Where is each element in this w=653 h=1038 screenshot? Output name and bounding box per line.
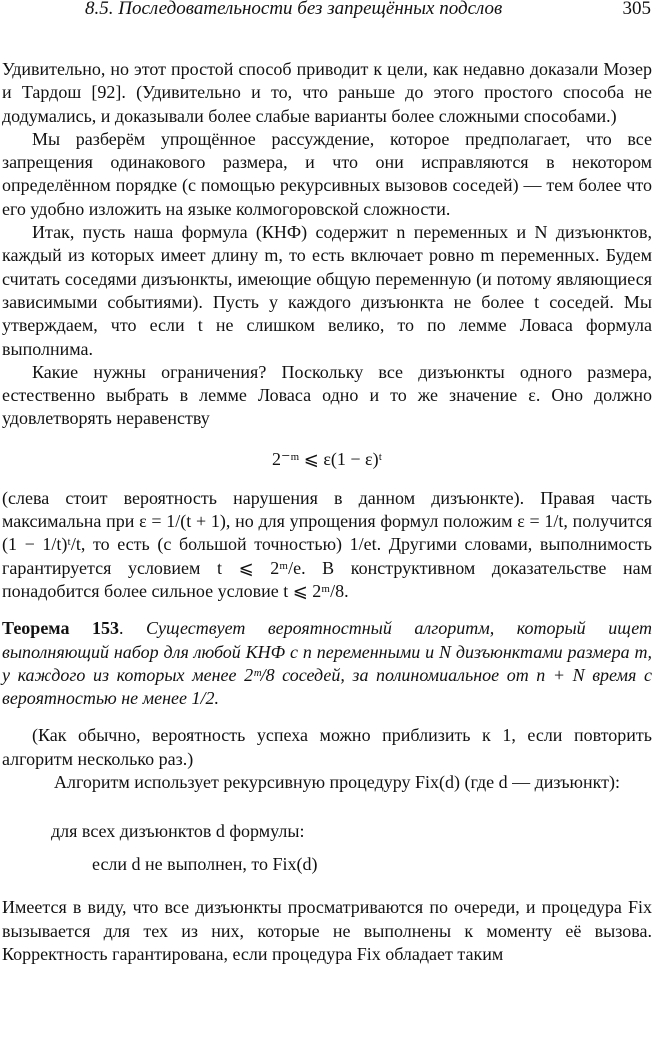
paragraph-intro: Удивительно, но этот простой способ приводит к цели, как недавно доказали Мозер и Тардош [92]. (Удивительно и то, что раньше до этого простого способа не додумались, и доказывали более слабые варианты более сложными способами.) — [2, 59, 652, 126]
algorithm-line-loop: для всех дизъюнктов d формулы: — [51, 821, 305, 842]
main-text — [2, 58, 652, 966]
theorem-statement: Существует вероятностный алгоритм, который ищет выполняющий набор для любой КНФ с n переменными и N дизъюнктами размера m, у каждого из которых менее 2ᵐ/8 соседей, за полиномиальное от n + N время с вероятностью не менее 1/2. — [2, 618, 652, 709]
running-head-title: 8.5. Последовательности без запрещённых подслов — [85, 0, 503, 19]
theorem-label: Теорема 153 — [2, 618, 119, 639]
paragraph-explanation: (слева стоит вероятность нарушения в данном дизъюнкте). Правая часть максимальна при ε = 1/(t + 1), но для упрощения формул положим ε = 1/t, получится (1 − 1/t)ᵗ/t, то есть (с большой точностью) 1/et. Другими словами, выполнимость гарантируется условием t ⩽ 2ᵐ/e. В конструктивном доказательстве нам понадобится более сильное условие t ⩽ 2ᵐ/8. — [2, 487, 652, 601]
algorithm-block — [2, 816, 652, 882]
paragraph-cnf-setup: Итак, пусть наша формула (КНФ) содержит n переменных и N дизъюнктов, каждый из которых имеет длину m, то есть включает ровно m переменных. Будем считать соседями дизъюнкты, имеющие общую переменную (и потому являющиеся зависимыми событиями). Пусть у каждого дизъюнкта не более t соседей. Мы утверждаем, что если t не слишком велико, то по лемме Ловаса формула выполнима. — [2, 222, 652, 359]
running-head — [0, 0, 653, 22]
paragraph-repeat-note: (Как обычно, вероятность успеха можно приблизить к 1, если повторить алгоритм несколько раз.) — [2, 725, 652, 769]
paragraph-constraints: Какие нужны ограничения? Поскольку все дизъюнкты одного размера, естественно выбрать в лемме Ловаса одно и то же значение ε. Оно должно удовлетворять неравенству — [2, 361, 652, 429]
paragraph-correctness: Имеется в виду, что все дизъюнкты просматриваются по очереди, и процедура Fix вызывается для тех из них, которые не выполнены к моменту её вызова. Корректность гарантирована, если процедура Fix обладает таким — [2, 897, 652, 964]
paragraph-simplified-argument: Мы разберём упрощённое рассуждение, которое предполагает, что все запрещения одинакового размера, и что они исправляются в некотором определённом порядке (с помощью рекурсивных вызовов соседей) — тем более что его удобно изложить на языке колмогоровской сложности. — [2, 128, 652, 219]
paragraph-algorithm-intro: Алгоритм использует рекурсивную процедуру Fix(d) (где d — дизъюнкт): — [54, 772, 620, 793]
display-formula: 2⁻ᵐ ⩽ ε(1 − ε)ᵗ — [271, 448, 383, 469]
page-number: 305 — [622, 0, 651, 19]
theorem-block: Теорема 153. Существует вероятностный алгоритм, который ищет выполняющий набор для любой КНФ с n переменными и N дизъюнктами размера m, у каждого из которых менее 2ᵐ/8 соседей, за полиномиальное от n + N время с вероятностью не менее 1/2. — [2, 618, 652, 709]
algorithm-line-fix: если d не выполнен, то Fix(d) — [92, 854, 318, 875]
